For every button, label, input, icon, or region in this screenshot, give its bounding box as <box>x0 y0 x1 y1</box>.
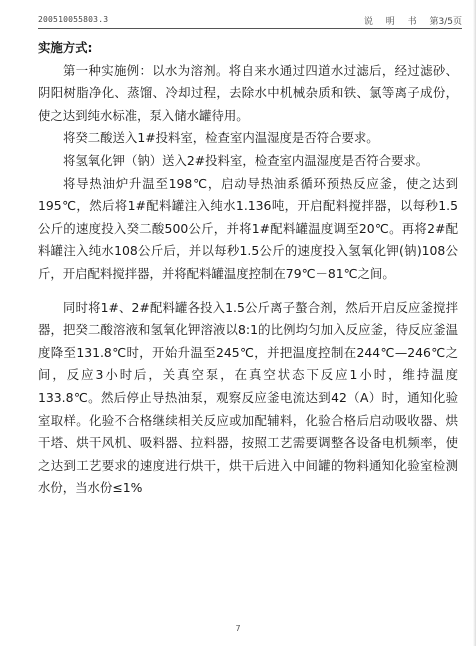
section-label: 说 明 书 <box>363 17 422 27</box>
section-heading: 实施方式: <box>38 40 93 55</box>
header-section-info <box>364 14 462 27</box>
document-number: 200510055803.3 <box>38 15 109 24</box>
document-body <box>38 37 458 500</box>
paragraph-sebacic-acid: 将癸二酸送入1#投料室，检查室内温湿度是否符合要求。 <box>63 130 379 146</box>
page-header <box>38 13 462 27</box>
page-number: 7 <box>235 624 241 633</box>
header-divider <box>38 28 462 29</box>
paragraph-potassium-hydroxide: 将氢氧化钾（钠）送入2#投料室，检查室内温湿度是否符合要求。 <box>63 152 429 168</box>
page-label: 第3/5页 <box>429 17 462 27</box>
paragraph-gap <box>38 286 458 297</box>
paragraph-embodiment-1: 第一种实施例：以水为溶剂。将自来水通过四道水过滤后，经过滤砂、阴阳树脂净化、蒸馏、冷却过程，去除水中机械杂质和铁、氯等离子成份，使之达到纯水标准，泵入储水罐待用。 <box>38 62 458 123</box>
paragraph-preheat-and-mixing: 将导热油炉升温至198℃，启动导热油系循环预热反应釜，使之达到195℃，然后将1#配料罐注入纯水1.136吨，开启配料搅拌器，以每秒1.5公斤的速度投入癸二酸500公斤，并将1#配料罐温度调至20℃。再将2#配料罐注入纯水108公斤后，并以每秒1.5公斤的速度投入氢氧化钾(钠)108公斤，开启配料搅拌器，并将配料罐温度控制在79℃－81℃之间。 <box>38 175 458 281</box>
paragraph-reaction-process: 同时将1#、2#配料罐各投入1.5公斤离子螯合剂，然后开启反应釜搅拌器，把癸二酸溶液和氢氧化钾溶液以8:1的比例均匀加入反应釜，待反应釜温度降至131.8℃时，开始升温至245℃，并把温度控制在244℃—246℃之间，反应3小时后，关真空泵，在真空状态下反应1小时，维持温度133.8℃。然后停止导热油泵，观察反应釜电流达到42（A）时，通知化验室取样。化验不合格继续相关反应或加配辅料，化验合格后启动吸收器、烘干塔、烘干风机、吸料器、拉料器，按照工艺需要调整各设备电机频率，使之达到工艺要求的速度进行烘干，烘干后进入中间罐的物料通知化验室检测水份，当水份≤1% <box>38 299 458 496</box>
